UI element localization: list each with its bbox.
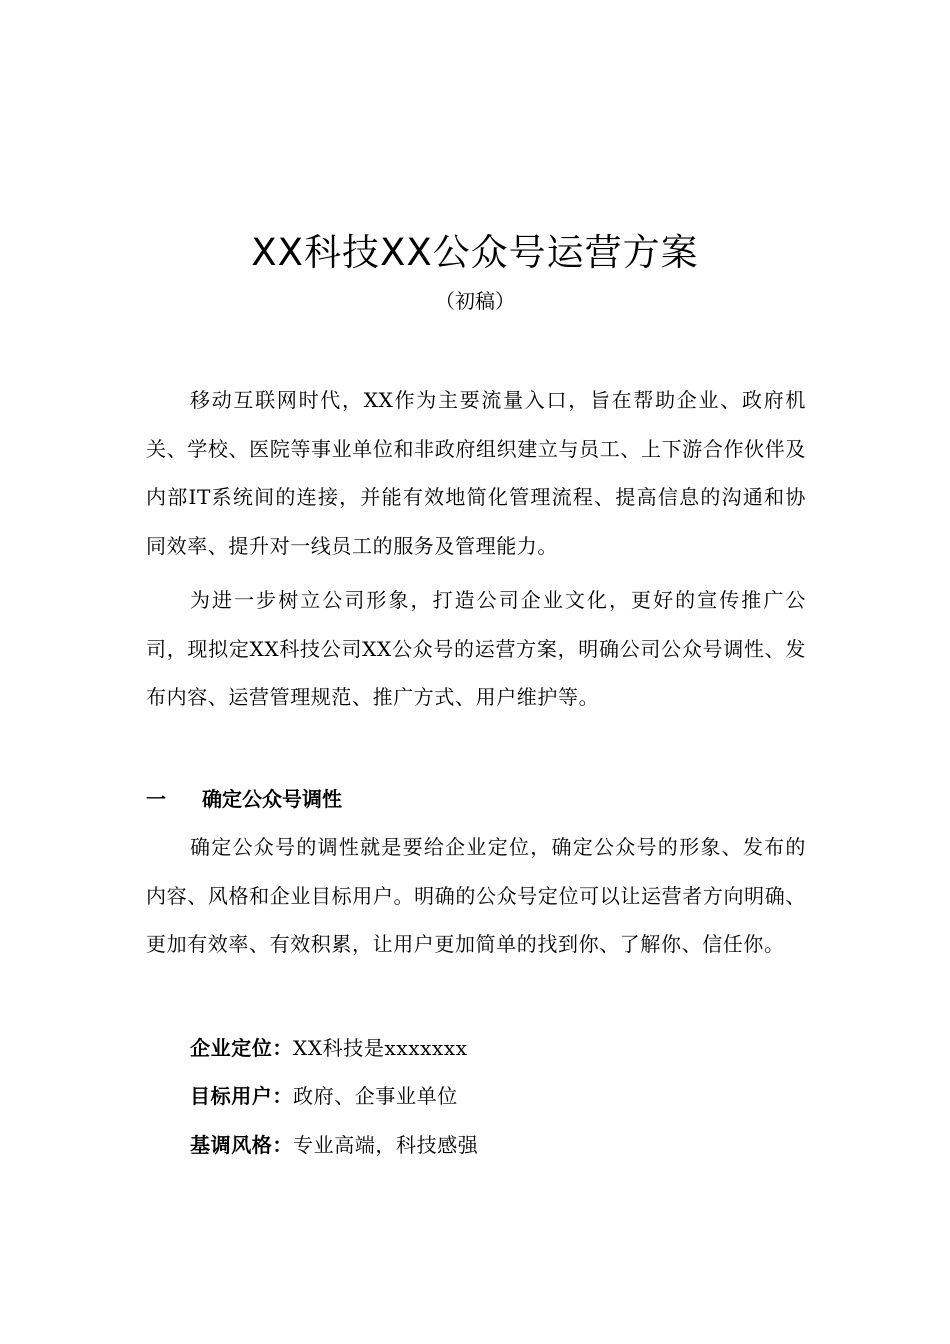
item-label: 企业定位： — [190, 1036, 293, 1060]
item-label: 基调风格： — [190, 1133, 293, 1157]
section-heading — [146, 780, 342, 818]
item-value: XX科技是xxxxxxx — [293, 1036, 468, 1060]
intro-paragraph-1: 移动互联网时代，XX作为主要流量入口，旨在帮助企业、政府机关、学校、医院等事业单位和非政府组织建立与员工、上下游合作伙伴及内部IT系统间的连接，并能有效地简化管理流程、提高信息的沟通和协同效率、提升对一线员工的服务及管理能力。 — [146, 388, 806, 558]
item-value: 政府、企事业单位 — [293, 1084, 458, 1108]
section-number: 一 — [146, 787, 166, 811]
document-title: XX科技XX公众号运营方案 — [251, 231, 699, 274]
positioning-item — [190, 1029, 468, 1067]
intro-paragraph-2: 为进一步树立公司形象，打造公司企业文化，更好的宣传推广公司，现拟定XX科技公司XX公众号的运营方案，明确公司公众号调性、发布内容、运营管理规范、推广方式、用户维护等。 — [146, 588, 806, 709]
item-label: 目标用户： — [190, 1084, 293, 1108]
item-value: 专业高端，科技感强 — [293, 1133, 479, 1157]
section-paragraph: 确定公众号的调性就是要给企业定位，确定公众号的形象、发布的内容、风格和企业目标用户。明确的公众号定位可以让运营者方向明确、更加有效率、有效积累，让用户更加简单的找到你、了解你、信任你。 — [146, 835, 806, 956]
section-heading-text: 确定公众号调性 — [202, 787, 342, 811]
target-users-item — [190, 1077, 458, 1115]
document-subtitle: （初稿） — [435, 289, 515, 313]
style-item — [190, 1126, 478, 1164]
